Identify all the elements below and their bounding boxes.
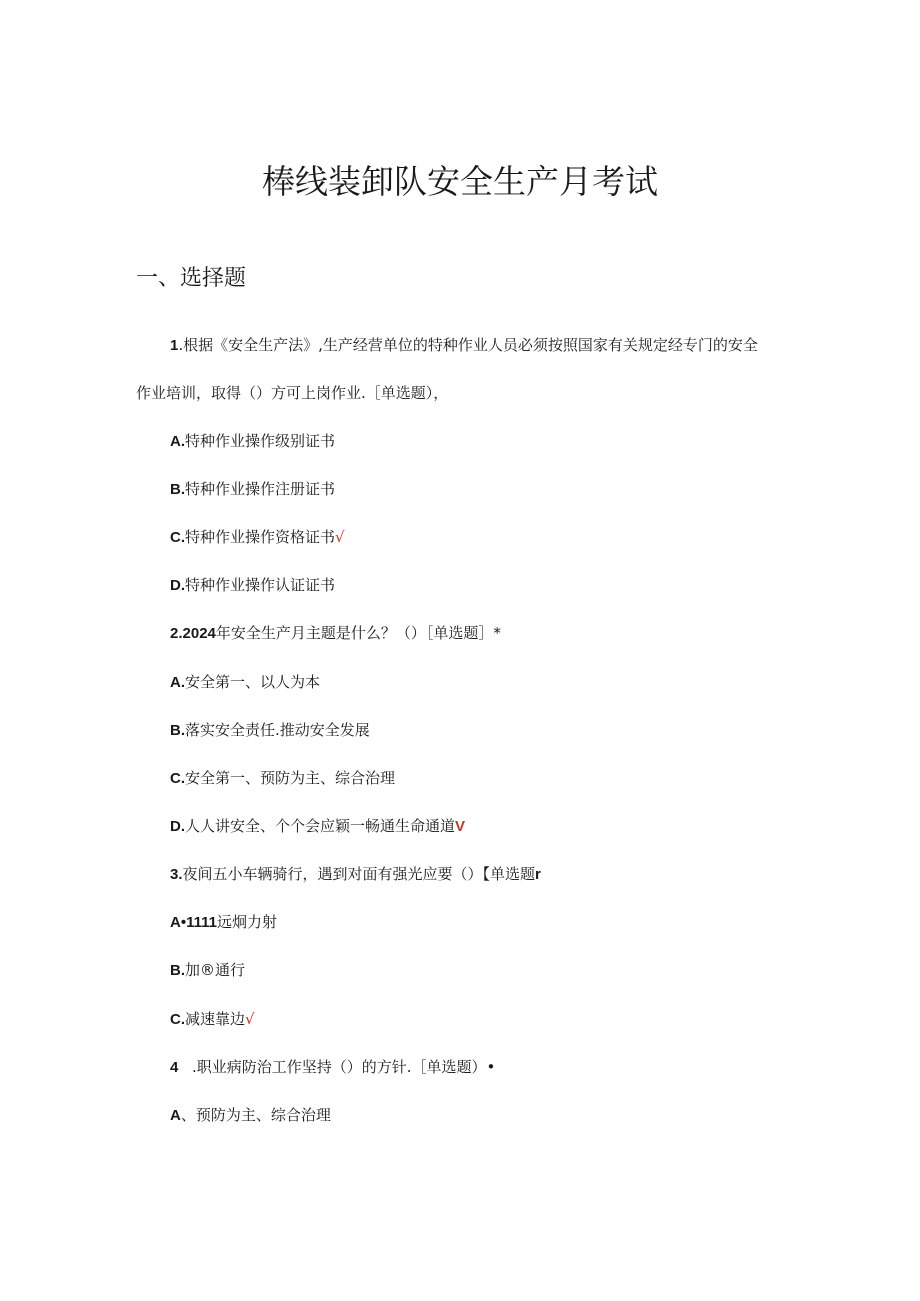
- section-heading: 一、选择题: [136, 266, 247, 291]
- question-3-option-b: B.加®通行: [170, 961, 246, 979]
- question-2-option-c: C.安全第一、预防为主、综合治理: [170, 769, 396, 787]
- question-2-option-a: A.安全第一、以人为本: [170, 673, 321, 691]
- question-1-text-1: .根据《安全生产法》,生产经营单位的特种作业人员必须按照国家有关规定经专门的安全: [178, 336, 758, 354]
- question-1-option-b: B.特种作业操作注册证书: [170, 480, 336, 498]
- correct-mark: V: [455, 818, 466, 835]
- question-2-text: 年安全生产月主题是什么？（）［单选题］*: [215, 624, 501, 642]
- question-1-text-2: 作业培训，取得（）方可上岗作业.［单选题），: [136, 384, 449, 402]
- correct-mark: √: [335, 528, 345, 546]
- document-title: 棒线装卸队安全生产月考试: [262, 162, 658, 201]
- question-1-line-2: [136, 382, 448, 404]
- question-4-number: 4: [170, 1059, 179, 1076]
- question-2-number: 2.2024: [170, 625, 216, 642]
- question-1-number: 1: [170, 337, 179, 354]
- question-3-text: 夜间五小车辆骑行，遇到对面有强光应要（）【单选题: [182, 865, 536, 883]
- question-1-option-a: A.特种作业操作级别证书: [170, 432, 336, 450]
- question-2-option-b: B.落实安全责任.推动安全发展: [170, 721, 370, 739]
- question-4-option-a: A、预防为主、综合治理: [170, 1106, 331, 1124]
- question-4-text: .职业病防治工作坚持（）的方针.［单选题）•: [192, 1058, 496, 1076]
- question-1-option-c: C.特种作业操作资格证书√: [170, 528, 345, 546]
- correct-mark: √: [245, 1010, 255, 1028]
- question-2-option-d: D.人人讲安全、个个会应颖一畅通生命通道V: [170, 817, 466, 835]
- question-3-number: 3.: [170, 866, 183, 883]
- question-3-option-a: A•1111远炯力射: [170, 913, 277, 931]
- question-1-line-1: [170, 334, 758, 357]
- question-4: [170, 1056, 495, 1079]
- question-3-option-c: C.减速靠边√: [170, 1010, 255, 1028]
- question-3: 3.夜间五小车辆骑行，遇到对面有强光应要（）【单选题r: [170, 865, 541, 883]
- question-1-option-d: D.特种作业操作认证证书: [170, 576, 336, 594]
- question-2: [170, 622, 501, 645]
